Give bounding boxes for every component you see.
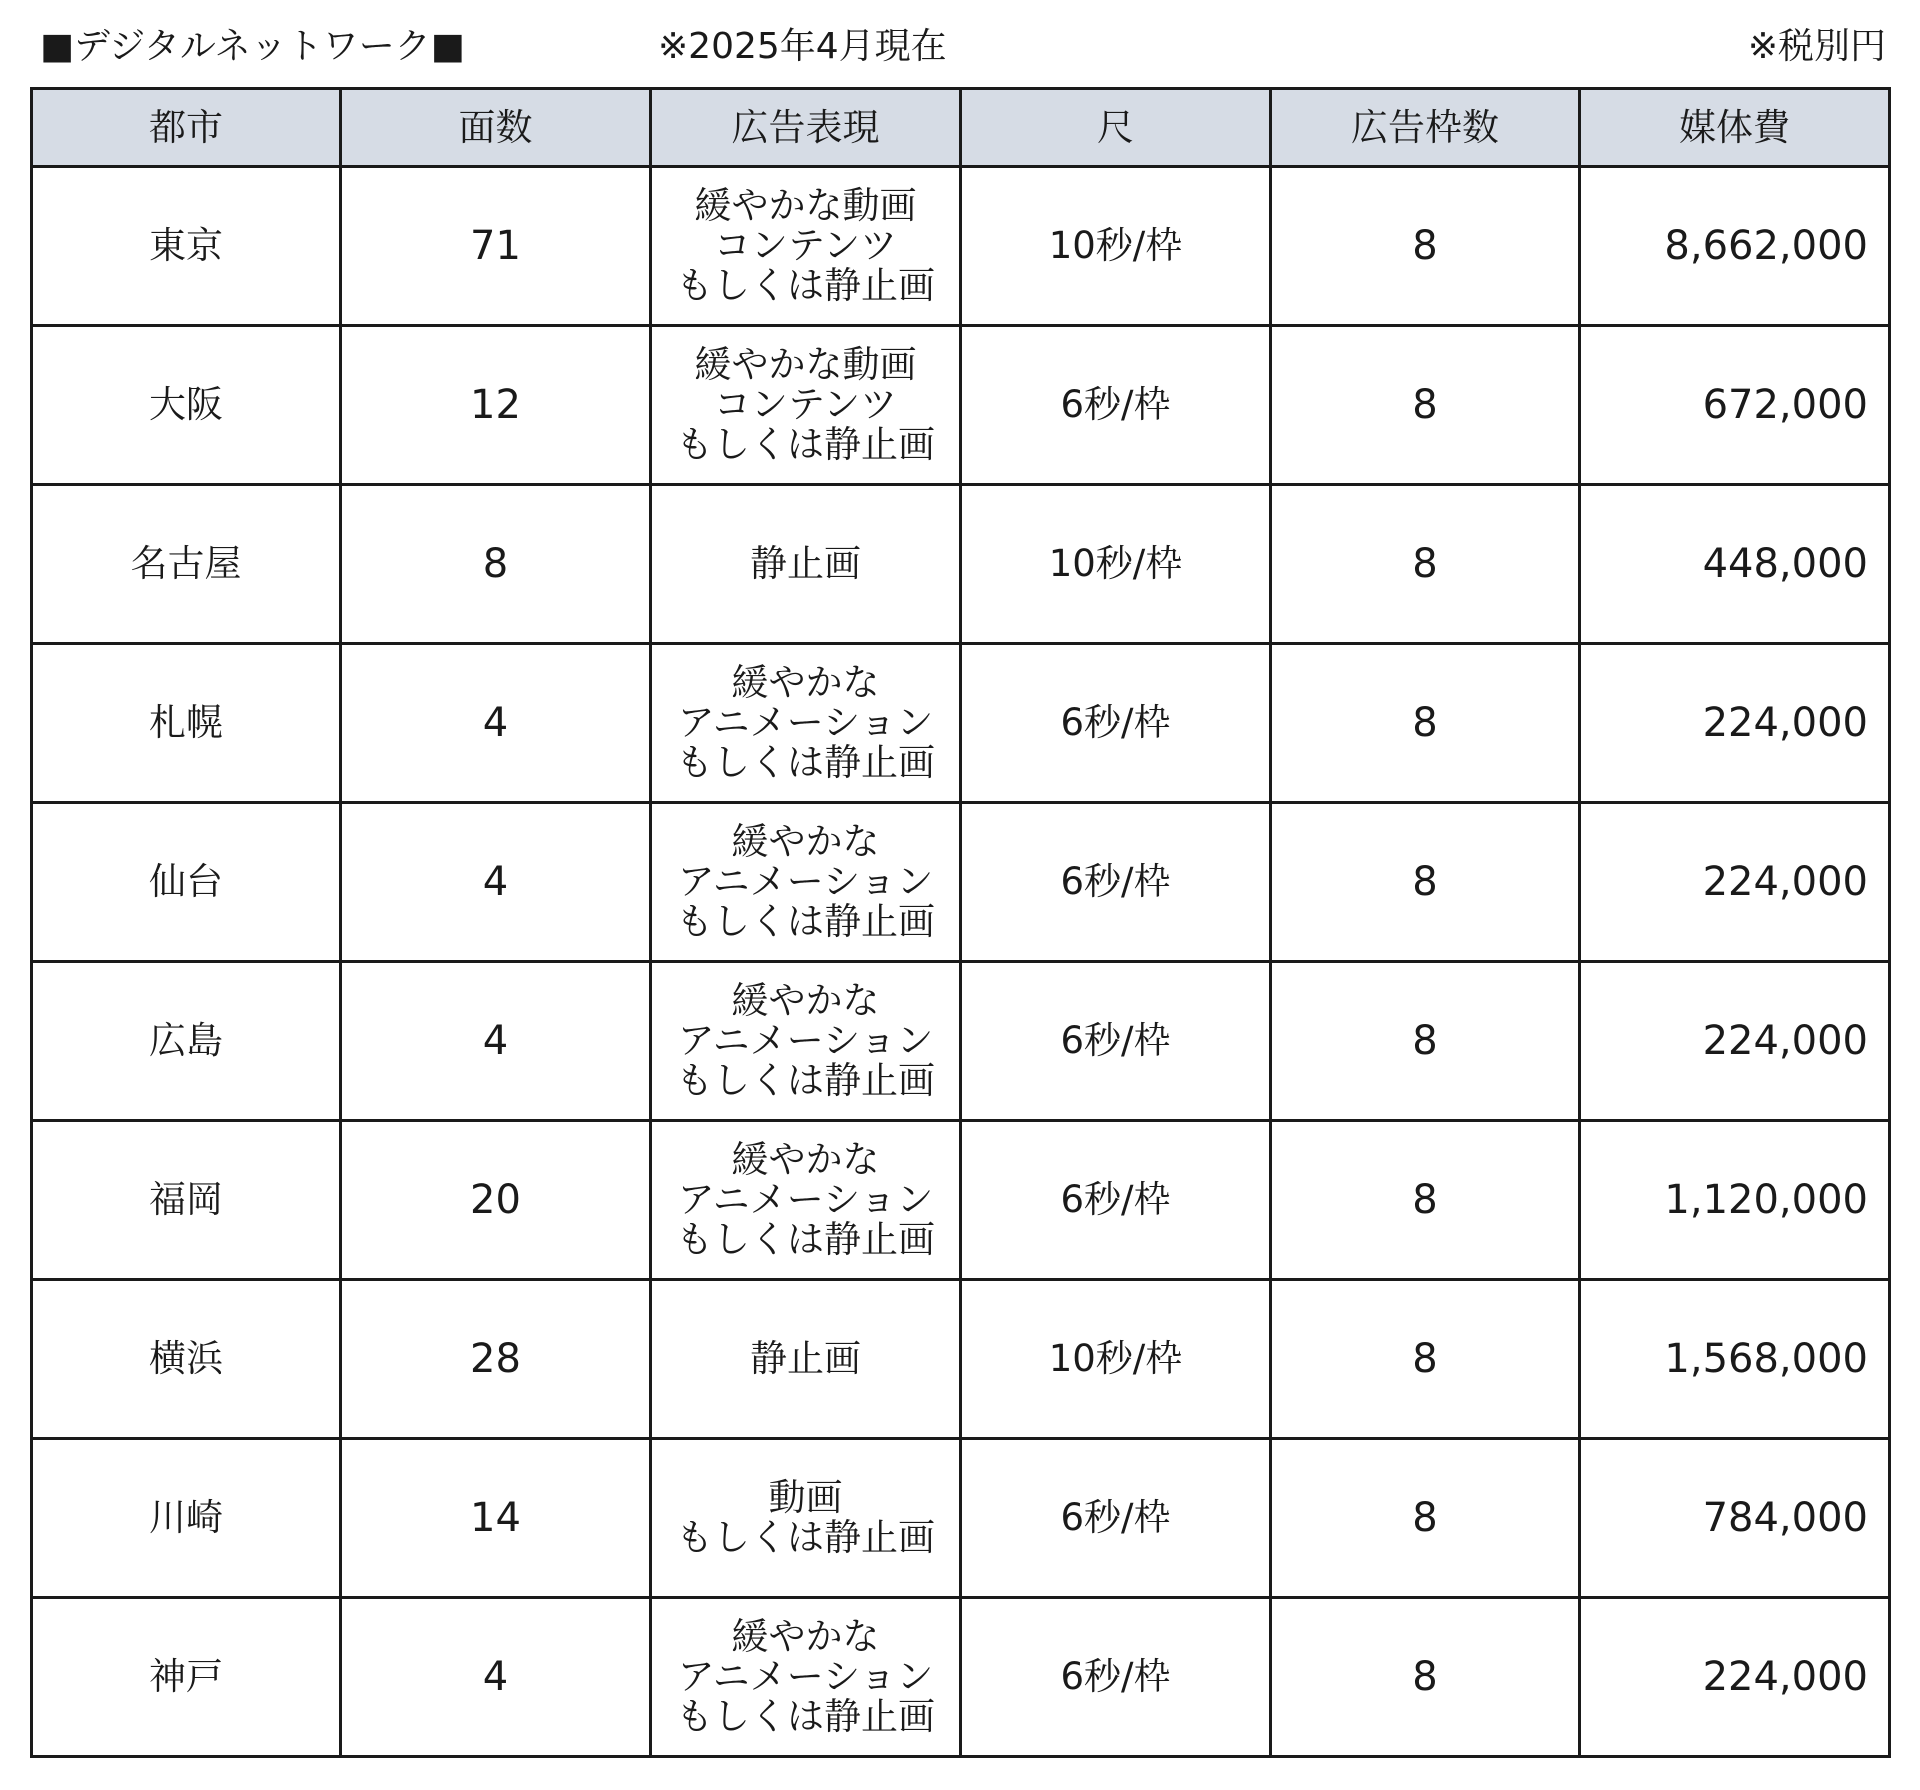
page-header bbox=[0, 22, 1920, 72]
cell-slots: 8 bbox=[1271, 1439, 1580, 1598]
cell-expression bbox=[651, 1121, 961, 1280]
expression-line: 緩やかな動画 bbox=[694, 343, 917, 386]
column-header-expression: 広告表現 bbox=[651, 89, 961, 167]
cell-expression bbox=[651, 962, 961, 1121]
cell-slots: 8 bbox=[1271, 1598, 1580, 1757]
cell-faces: 12 bbox=[341, 326, 651, 485]
cell-faces: 8 bbox=[341, 485, 651, 644]
column-header-cost: 媒体費 bbox=[1580, 89, 1890, 167]
cell-slots: 8 bbox=[1271, 803, 1580, 962]
cell-faces: 4 bbox=[341, 644, 651, 803]
cell-city: 東京 bbox=[32, 167, 341, 326]
cell-expression bbox=[651, 485, 961, 644]
cell-slots: 8 bbox=[1271, 1280, 1580, 1439]
cell-faces: 14 bbox=[341, 1439, 651, 1598]
expression-line: 緩やかな bbox=[731, 661, 880, 704]
cell-cost: 8,662,000 bbox=[1580, 167, 1890, 326]
cell-cost: 784,000 bbox=[1580, 1439, 1890, 1598]
cell-faces: 71 bbox=[341, 167, 651, 326]
cell-faces: 28 bbox=[341, 1280, 651, 1439]
expression-line: アニメーション bbox=[677, 1019, 934, 1062]
table-header-row bbox=[32, 89, 1890, 167]
cell-cost: 672,000 bbox=[1580, 326, 1890, 485]
table-row bbox=[32, 1598, 1890, 1757]
table-row bbox=[32, 1439, 1890, 1598]
cell-cost: 448,000 bbox=[1580, 485, 1890, 644]
cell-expression bbox=[651, 644, 961, 803]
cell-faces: 4 bbox=[341, 962, 651, 1121]
table-row bbox=[32, 167, 1890, 326]
cell-length: 6秒/枠 bbox=[961, 326, 1271, 485]
cell-faces: 4 bbox=[341, 1598, 651, 1757]
expression-line: もしくは静止画 bbox=[676, 1695, 935, 1738]
cell-length: 6秒/枠 bbox=[961, 962, 1271, 1121]
expression-line: アニメーション bbox=[677, 860, 934, 903]
cell-faces: 4 bbox=[341, 803, 651, 962]
cell-cost: 1,120,000 bbox=[1580, 1121, 1890, 1280]
cell-expression bbox=[651, 1280, 961, 1439]
cell-cost: 224,000 bbox=[1580, 803, 1890, 962]
cell-length: 6秒/枠 bbox=[961, 1598, 1271, 1757]
cell-city: 仙台 bbox=[32, 803, 341, 962]
date-note: ※2025年4月現在 bbox=[658, 26, 947, 67]
table-row bbox=[32, 485, 1890, 644]
cell-city: 川崎 bbox=[32, 1439, 341, 1598]
cell-slots: 8 bbox=[1271, 167, 1580, 326]
expression-line: 緩やかな bbox=[731, 979, 880, 1022]
cell-length: 6秒/枠 bbox=[961, 1439, 1271, 1598]
cell-city: 名古屋 bbox=[32, 485, 341, 644]
column-header-faces: 面数 bbox=[341, 89, 651, 167]
expression-line: アニメーション bbox=[677, 701, 934, 744]
page-title: ■デジタルネットワーク■ bbox=[40, 26, 465, 67]
cell-slots: 8 bbox=[1271, 485, 1580, 644]
expression-line: 緩やかな bbox=[731, 820, 880, 863]
table-row bbox=[32, 1280, 1890, 1439]
cell-length: 10秒/枠 bbox=[961, 485, 1271, 644]
expression-line: もしくは静止画 bbox=[676, 900, 935, 943]
cell-city: 広島 bbox=[32, 962, 341, 1121]
cell-slots: 8 bbox=[1271, 644, 1580, 803]
table-body bbox=[32, 167, 1890, 1757]
cell-expression bbox=[651, 1439, 961, 1598]
table-row bbox=[32, 326, 1890, 485]
table-row bbox=[32, 644, 1890, 803]
cell-length: 6秒/枠 bbox=[961, 644, 1271, 803]
expression-line: もしくは静止画 bbox=[676, 1516, 935, 1559]
cell-length: 6秒/枠 bbox=[961, 1121, 1271, 1280]
cell-slots: 8 bbox=[1271, 962, 1580, 1121]
table-row bbox=[32, 1121, 1890, 1280]
cell-length: 10秒/枠 bbox=[961, 167, 1271, 326]
column-header-city: 都市 bbox=[32, 89, 341, 167]
expression-line: アニメーション bbox=[677, 1178, 934, 1221]
cell-length: 6秒/枠 bbox=[961, 803, 1271, 962]
cell-expression bbox=[651, 803, 961, 962]
rate-table bbox=[30, 87, 1891, 1758]
cell-cost: 1,568,000 bbox=[1580, 1280, 1890, 1439]
column-header-length: 尺 bbox=[961, 89, 1271, 167]
tax-note: ※税別円 bbox=[1747, 26, 1886, 67]
expression-line: 緩やかな bbox=[731, 1615, 880, 1658]
cell-city: 横浜 bbox=[32, 1280, 341, 1439]
expression-line: もしくは静止画 bbox=[676, 1059, 935, 1102]
table-row bbox=[32, 803, 1890, 962]
cell-cost: 224,000 bbox=[1580, 962, 1890, 1121]
expression-line: もしくは静止画 bbox=[676, 741, 935, 784]
cell-expression bbox=[651, 326, 961, 485]
cell-city: 大阪 bbox=[32, 326, 341, 485]
cell-city: 神戸 bbox=[32, 1598, 341, 1757]
expression-line: アニメーション bbox=[677, 1655, 934, 1698]
expression-line: 動画 bbox=[768, 1476, 843, 1519]
expression-line: コンテンツ bbox=[713, 383, 898, 426]
cell-city: 福岡 bbox=[32, 1121, 341, 1280]
cell-slots: 8 bbox=[1271, 326, 1580, 485]
expression-line: もしくは静止画 bbox=[676, 264, 935, 307]
cell-city: 札幌 bbox=[32, 644, 341, 803]
cell-cost: 224,000 bbox=[1580, 1598, 1890, 1757]
cell-cost: 224,000 bbox=[1580, 644, 1890, 803]
expression-line: 静止画 bbox=[750, 1337, 861, 1380]
cell-length: 10秒/枠 bbox=[961, 1280, 1271, 1439]
expression-line: もしくは静止画 bbox=[676, 1218, 935, 1261]
cell-expression bbox=[651, 167, 961, 326]
cell-expression bbox=[651, 1598, 961, 1757]
cell-slots: 8 bbox=[1271, 1121, 1580, 1280]
table-row bbox=[32, 962, 1890, 1121]
column-header-slots: 広告枠数 bbox=[1271, 89, 1580, 167]
expression-line: 緩やかな bbox=[731, 1138, 880, 1181]
expression-line: 静止画 bbox=[750, 542, 861, 585]
cell-faces: 20 bbox=[341, 1121, 651, 1280]
expression-line: コンテンツ bbox=[713, 224, 898, 267]
expression-line: 緩やかな動画 bbox=[694, 184, 917, 227]
expression-line: もしくは静止画 bbox=[676, 423, 935, 466]
